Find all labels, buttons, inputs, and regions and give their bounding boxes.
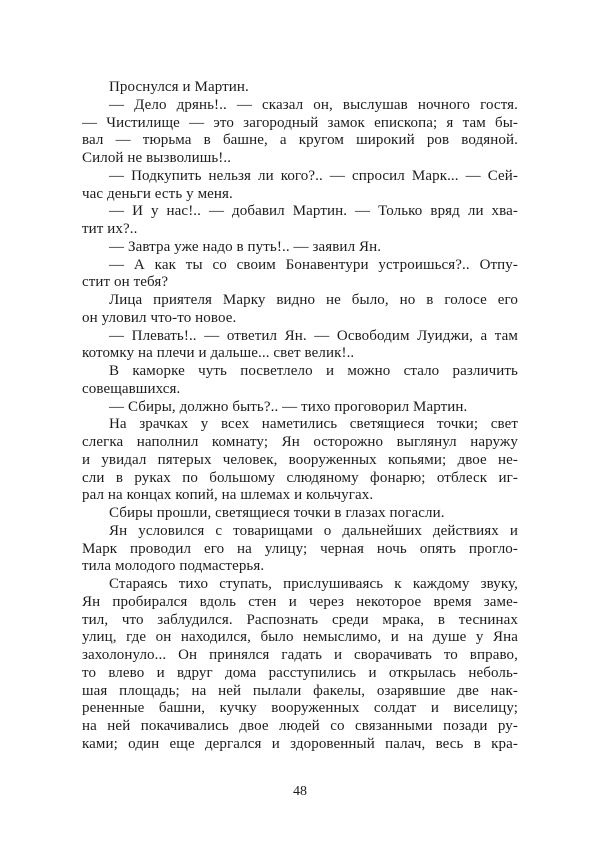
- paragraph: [82, 328, 518, 364]
- text-line: тила молодого подмастерья.: [82, 558, 265, 575]
- text-line: на ней покачивались двое людей со связанными позади ру-: [82, 718, 518, 734]
- text-line: — А как ты со своим Бонавентури устроишься?.. Отпу-: [109, 256, 518, 273]
- page-text: [82, 79, 518, 754]
- text-line: захолонуло... Он принялся гадать и сворачивать то вправо,: [82, 647, 518, 663]
- text-line: На зрачках у всех наметились светящиеся точки; свет: [109, 416, 518, 433]
- paragraph: [82, 523, 518, 576]
- text-line: вал — тюрьма в башне, а кругом широкий ров водяной.: [82, 132, 518, 149]
- text-line: В каморке чуть посветлело и можно стало различить: [109, 363, 518, 379]
- paragraph: [82, 505, 518, 523]
- text-line: Сбиры прошли, светящиеся точки в глазах погасли.: [109, 505, 445, 521]
- text-line: рал на концах копий, на шлемах и кольчугах.: [82, 487, 374, 504]
- text-line: сли в руках по большому слюдяному фонарю; отблеск иг-: [82, 469, 518, 486]
- text-line: — Дело дрянь!.. — сказал он, выслушав ночного гостя.: [109, 96, 518, 113]
- text-line: улиц, где он находился, было немыслимо, и на душе у Яна: [82, 629, 518, 646]
- text-line: шая площадь; на ней пылали факелы, озарявшие две нак-: [82, 682, 518, 699]
- text-line: Марк проводил его на улицу; черная ночь опять прогло-: [82, 540, 518, 557]
- paragraph: [82, 363, 518, 399]
- paragraph: [82, 416, 518, 505]
- text-line: — Плевать!.. — ответил Ян. — Освободим Луиджи, а там: [109, 327, 518, 344]
- text-line: и увидал пятерых человек, вооруженных копьями; двое не-: [82, 451, 518, 468]
- paragraph: [82, 168, 518, 204]
- paragraph: [82, 257, 518, 293]
- paragraph: [82, 79, 518, 97]
- text-line: рененные башни, кучку вооруженных солдат и виселицу;: [82, 700, 518, 717]
- text-line: стит он тебя?: [82, 274, 169, 291]
- text-line: слегка наполнил комнату; Ян осторожно выглянул наружу: [82, 434, 518, 450]
- text-line: — Чистилище — это загородный замок епископа; я там бы-: [82, 114, 518, 131]
- page-number: 48: [293, 784, 307, 799]
- text-line: совещавшихся.: [82, 380, 181, 397]
- paragraph: [82, 239, 518, 257]
- paragraph: [82, 399, 518, 417]
- text-line: Ян условился с товарищами о дальнейших действиях и: [109, 522, 518, 539]
- text-line: ками; один еще дергался и здоровенный палач, весь в кра-: [82, 735, 518, 752]
- paragraph: [82, 97, 518, 168]
- text-line: час деньги есть у меня.: [82, 185, 233, 202]
- text-line: Стараясь тихо ступать, прислушиваясь к каждому звуку,: [109, 576, 518, 592]
- text-line: — Сбиры, должно быть?.. — тихо проговорил Мартин.: [109, 398, 468, 415]
- paragraph: [82, 292, 518, 328]
- text-line: Проснулся и Мартин.: [109, 79, 249, 95]
- text-line: тит их?..: [82, 221, 138, 237]
- text-line: — Завтра уже надо в путь!.. — заявил Ян.: [109, 238, 382, 255]
- text-line: то влево и вдруг дома расступились и открылась неболь-: [82, 664, 518, 681]
- text-line: тил, что заблудился. Распознать среди мрака, в теснинах: [82, 611, 518, 628]
- text-line: Лица приятеля Марку видно не было, но в голосе его: [109, 292, 518, 308]
- text-line: — Подкупить нельзя ли кого?.. — спросил Марк... — Сей-: [109, 167, 518, 184]
- paragraph: [82, 576, 518, 754]
- paragraph: [82, 203, 518, 239]
- text-line: — И у нас!.. — добавил Мартин. — Только вряд ли хва-: [109, 203, 518, 220]
- text-line: Ян пробирался вдоль стен и через некоторое время заме-: [82, 593, 518, 610]
- text-line: котомку на плечи и дальше... свет велик!..: [82, 345, 355, 362]
- text-line: он уловил что-то новое.: [82, 309, 237, 326]
- text-line: Силой не вызволишь!..: [82, 150, 232, 166]
